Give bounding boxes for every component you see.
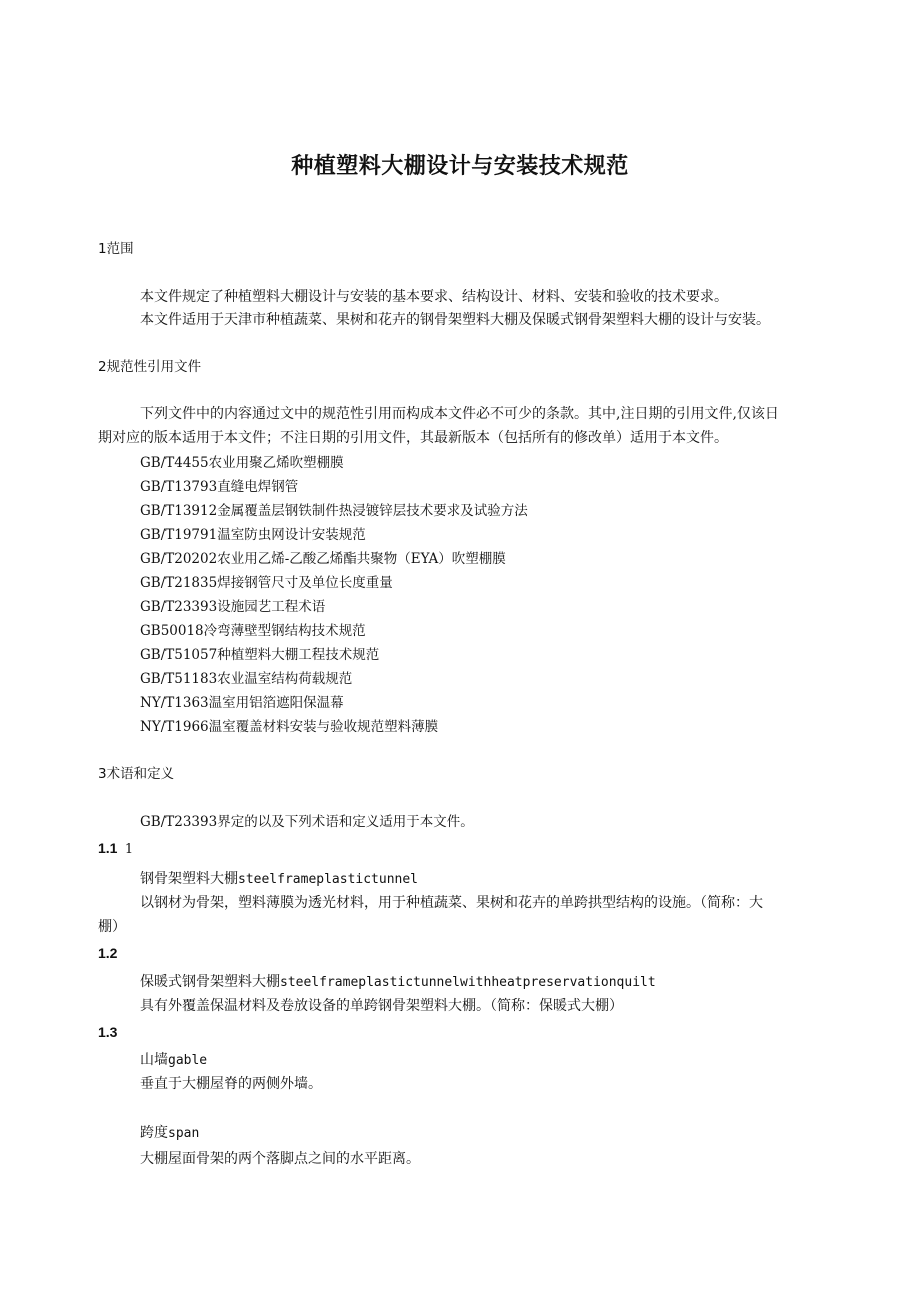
term-number-label: 1.1 (98, 840, 118, 856)
term-number: 1.2 (98, 945, 118, 961)
term-title (140, 972, 656, 993)
reference-item: GB/T23393设施园艺工程术语 (140, 599, 326, 615)
term-number: 1.3 (98, 1024, 118, 1040)
document-title: 种植塑料大棚设计与安装技术规范 (291, 154, 629, 179)
reference-item: GB50018冷弯薄壁型钢结构技术规范 (140, 623, 366, 639)
reference-item: GB/T21835焊接钢管尺寸及单位长度重量 (140, 575, 393, 591)
reference-item: GB/T13793直缝电焊钢管 (140, 479, 299, 495)
term-chinese: 山墙 (140, 1052, 168, 1068)
term-definition: 以钢材为骨架，塑料薄膜为透光材料，用于种植蔬菜、果树和花卉的单跨拱型结构的设施。（简称：大 (140, 895, 763, 911)
section-3-heading: 3术语和定义 (98, 766, 175, 782)
term-english: steelframeplastictunnelwithheatpreservationquilt (280, 975, 656, 990)
term-number-suffix: 1 (124, 842, 134, 857)
term-english: span (168, 1126, 200, 1141)
reference-item: GB/T19791温室防虫网设计安装规范 (140, 527, 366, 543)
term-chinese: 钢骨架塑料大棚 (140, 871, 238, 887)
reference-item: GB/T20202农业用乙烯-乙酸乙烯酯共聚物（EYA）吹塑棚膜 (140, 551, 506, 567)
reference-item: GB/T51057种植塑料大棚工程技术规范 (140, 647, 380, 663)
term-chinese: 跨度 (140, 1125, 168, 1141)
section-2-intro: 期对应的版本适用于本文件；不注日期的引用文件，其最新版本（包括所有的修改单）适用于本文件。 (98, 430, 728, 446)
section-2-heading: 2规范性引用文件 (98, 359, 202, 375)
reference-item: NY/T1363温室用铝箔遮阳保温幕 (140, 695, 344, 711)
term-english: steelframeplastictunnel (238, 872, 419, 887)
term-number (98, 838, 133, 860)
section-1-paragraph: 本文件规定了种植塑料大棚设计与安装的基本要求、结构设计、材料、安装和验收的技术要求。 (140, 289, 728, 305)
term-chinese: 保暖式钢骨架塑料大棚 (140, 974, 280, 990)
term-title (140, 869, 418, 890)
section-2-intro: 下列文件中的内容通过文中的规范性引用而构成本文件必不可少的条款。其中,注日期的引用文件,仅该日 (140, 406, 779, 422)
reference-item: GB/T4455农业用聚乙烯吹塑棚膜 (140, 455, 344, 471)
term-definition: 垂直于大棚屋脊的两侧外墙。 (140, 1076, 322, 1092)
term-definition: 具有外覆盖保温材料及卷放设备的单跨钢骨架塑料大棚。（简称：保暖式大棚） (140, 998, 623, 1014)
reference-item: GB/T51183农业温室结构荷载规范 (140, 671, 353, 687)
section-1-heading: 1范围 (98, 241, 134, 257)
section-3-intro: GB/T23393界定的以及下列术语和定义适用于本文件。 (140, 814, 474, 830)
term-definition: 棚） (98, 919, 126, 935)
term-english: gable (168, 1053, 208, 1068)
term-title (140, 1123, 199, 1144)
reference-item: NY/T1966温室覆盖材料安装与验收规范塑料薄膜 (140, 719, 439, 735)
term-title (140, 1050, 207, 1071)
reference-item: GB/T13912金属覆盖层钢铁制件热浸镀锌层技术要求及试验方法 (140, 503, 528, 519)
section-1-paragraph: 本文件适用于天津市种植蔬菜、果树和花卉的钢骨架塑料大棚及保暖式钢骨架塑料大棚的设计与安装。 (140, 312, 770, 328)
term-definition: 大棚屋面骨架的两个落脚点之间的水平距离。 (140, 1151, 420, 1167)
